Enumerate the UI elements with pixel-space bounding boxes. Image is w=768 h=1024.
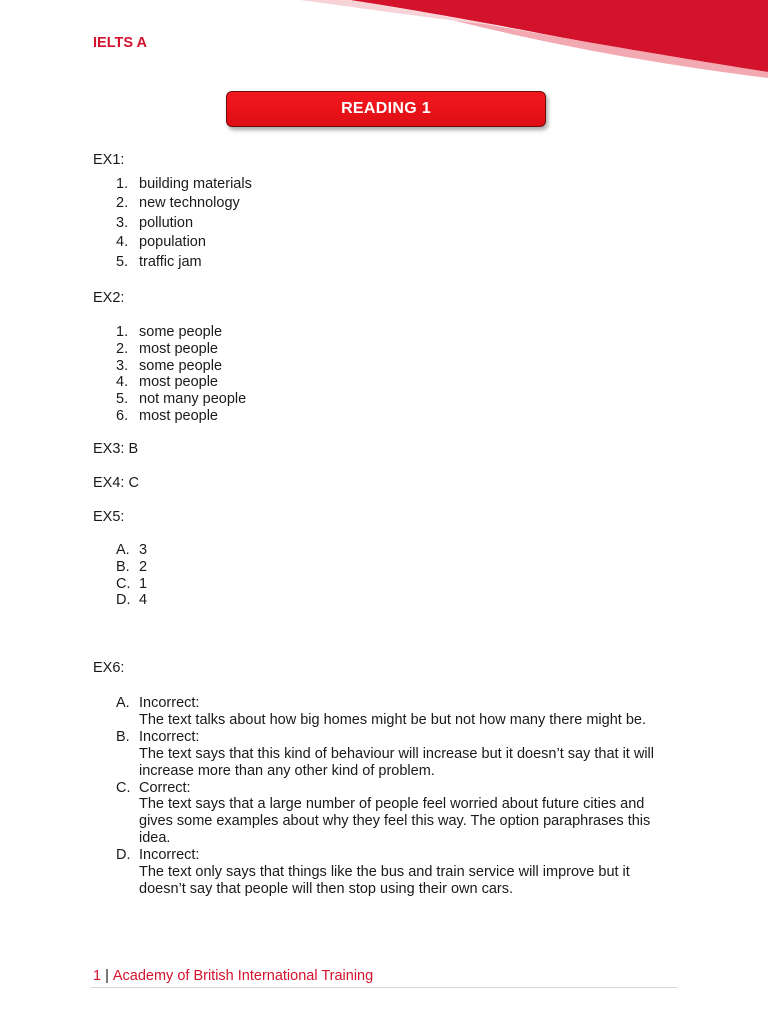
explanation-text: The text only says that things like the bus and train service will improve but it doesn’t say that people will then stop using their own cars. — [139, 864, 630, 897]
answer-text: 4 — [139, 592, 148, 609]
answer-text: population — [139, 234, 206, 251]
list-marker: 2. — [116, 340, 129, 357]
ex5-list — [116, 542, 147, 609]
ex2-heading: EX2: — [93, 290, 125, 306]
answer-text: most people — [139, 407, 218, 424]
list-marker: 4. — [116, 234, 129, 251]
list-marker: D. — [116, 847, 131, 864]
list-marker: 5. — [116, 253, 129, 270]
verdict-label: Correct: — [139, 779, 191, 796]
list-item — [116, 341, 246, 358]
list-item — [116, 559, 147, 576]
answer-text: most people — [139, 340, 218, 357]
answer-text: building materials — [139, 176, 252, 192]
list-item — [116, 847, 676, 898]
list-marker: 1. — [116, 176, 129, 192]
explanation-text: The text says that this kind of behaviour will increase but it doesn’t say that it will increase more than any other kind of problem. — [139, 745, 654, 779]
answer-text: 1 — [139, 575, 148, 592]
list-marker: 5. — [116, 391, 129, 408]
verdict-label: Incorrect: — [139, 728, 200, 745]
list-marker: B. — [116, 728, 130, 745]
list-marker: A. — [116, 695, 130, 711]
brand-label: IELTS A — [93, 35, 147, 51]
list-item — [116, 695, 676, 729]
explanation-text: The text talks about how big homes might be but not how many there might be. — [139, 711, 646, 728]
list-marker: C. — [116, 779, 131, 796]
list-marker: B. — [116, 558, 130, 575]
list-item — [116, 592, 147, 609]
answer-text: some people — [139, 324, 223, 340]
list-marker: A. — [116, 542, 130, 558]
list-item — [116, 542, 147, 559]
page-title: READING 1 — [341, 100, 431, 117]
list-item — [116, 194, 252, 213]
list-item — [116, 175, 252, 194]
explanation-text: The text says that a large number of people feel worried about future cities and gives some examples about why they feel this way. The option paraphrases this idea. — [139, 796, 651, 847]
list-marker: D. — [116, 592, 131, 609]
ex6-list — [116, 695, 676, 898]
list-marker: 1. — [116, 324, 129, 340]
list-item — [116, 358, 246, 375]
answer-text: not many people — [139, 391, 247, 408]
answer-text: 2 — [139, 558, 148, 575]
ex5-heading: EX5: — [93, 509, 125, 525]
list-item — [116, 233, 252, 252]
page-title-banner — [226, 91, 546, 127]
list-marker: 2. — [116, 195, 129, 212]
ex1-heading: EX1: — [93, 152, 125, 168]
footer-separator: | — [105, 968, 109, 984]
list-item — [116, 729, 676, 780]
verdict-label: Incorrect: — [139, 695, 200, 711]
list-marker: 3. — [116, 357, 129, 374]
list-marker: 3. — [116, 214, 129, 231]
answer-text: pollution — [139, 214, 194, 231]
ex3-answer: EX3: B — [93, 441, 139, 457]
ex6-heading: EX6: — [93, 660, 125, 676]
list-item — [116, 324, 246, 341]
list-item — [116, 780, 676, 848]
footer-text: Academy of British International Training — [112, 968, 374, 984]
list-item — [116, 576, 147, 593]
page-footer — [93, 968, 373, 984]
footer-rule — [90, 987, 678, 988]
list-item — [116, 214, 252, 233]
list-marker: C. — [116, 575, 131, 592]
list-marker: 4. — [116, 374, 129, 391]
verdict-label: Incorrect: — [139, 847, 200, 864]
answer-text: 3 — [139, 542, 148, 558]
ex4-answer: EX4: C — [93, 475, 139, 491]
answer-text: most people — [139, 374, 218, 391]
answer-text: traffic jam — [139, 253, 202, 270]
answer-text: new technology — [139, 195, 240, 212]
list-marker: 6. — [116, 407, 129, 424]
list-item — [116, 391, 246, 408]
answer-text: some people — [139, 357, 223, 374]
page-number: 1 — [93, 968, 102, 984]
list-item — [116, 408, 246, 425]
ex2-list — [116, 324, 246, 425]
list-item — [116, 253, 252, 272]
ex1-list — [116, 175, 252, 272]
list-item — [116, 374, 246, 391]
